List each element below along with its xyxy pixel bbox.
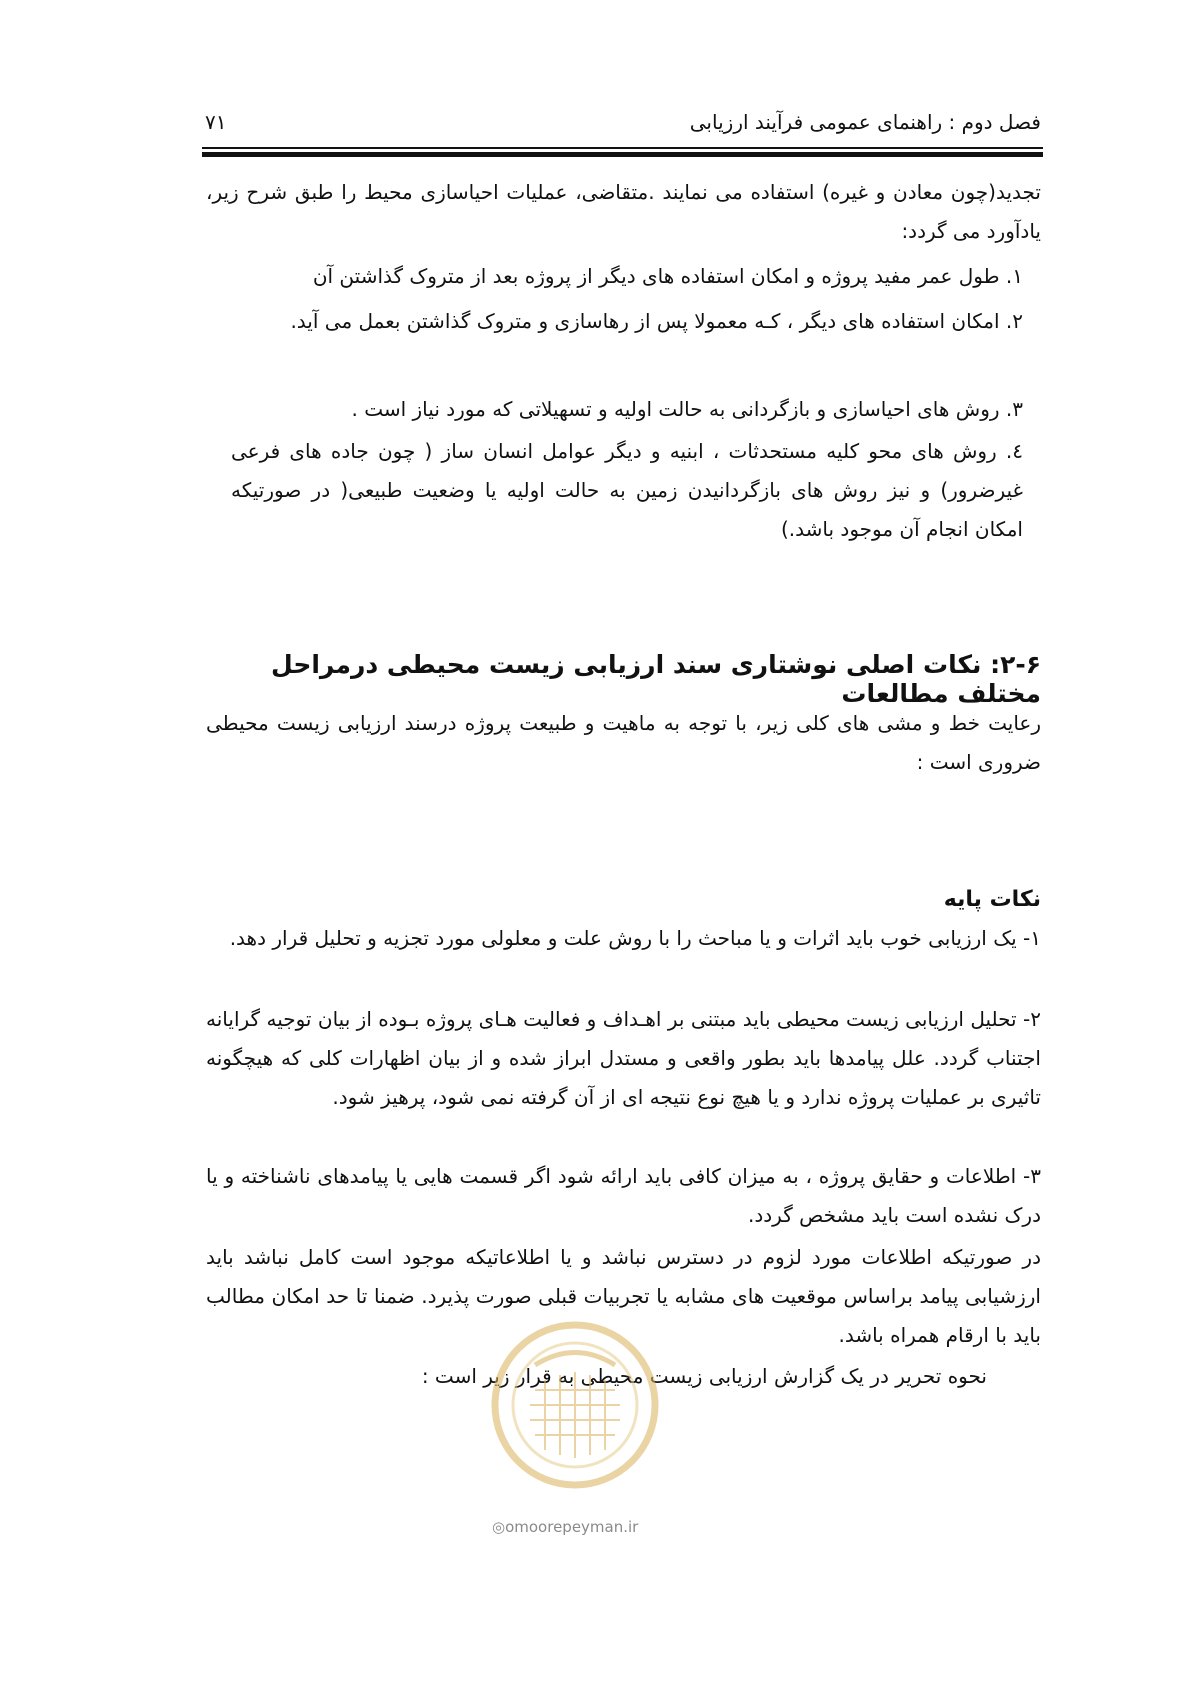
closing-paragraph: در صورتیکه اطلاعات مورد لزوم در دسترس نباشد و یا اطلاعاتیکه موجود است کامل نباشد باید ارزشیابی پیامد براساس موقعیت های مشابه یا تجربیات قبلی صورت پذیرد. ضمنا تا حد امکان مطالب باید با ارقام همراه باشد.	[206, 1245, 1041, 1347]
intro-paragraph: تجدید(چون معادن و غیره) استفاده می نمایند .متقاضی، عملیات احیاسازی محیط را طبق شرح زیر، یادآورد می گردد:	[206, 180, 1041, 243]
header-rule-thin	[202, 147, 1043, 149]
page-header	[205, 108, 1041, 144]
last-line: نحوه تحریر در یک گزارش ارزیابی زیست محیطی به قرار زیر است :	[421, 1364, 987, 1388]
restoration-item-3: ۳. روش های احیاسازی و بازگردانی به حالت اولیه و تسهیلاتی که مورد نیاز است .	[351, 397, 1023, 421]
section-intro: رعایت خط و مشی های کلی زیر، با توجه به ماهیت و طبیعت پروژه درسند ارزیابی زیست محیطی ضروری است :	[206, 711, 1041, 774]
restoration-item-1: ۱. طول عمر مفید پروژه و امکان استفاده های دیگر از پروژه بعد از متروک گذاشتن آن	[312, 264, 1023, 288]
page-number: ۷۱	[205, 110, 227, 134]
seal-logo-icon	[490, 1320, 660, 1490]
running-head: فصل دوم : راهنمای عمومی فرآیند ارزیابی	[689, 110, 1041, 134]
watermark-text: ◎omoorepeyman.ir	[492, 1518, 639, 1536]
section-heading: ۲-۶: نکات اصلی نوشتاری سند ارزیابی زیست محیطی درمراحل مختلف مطالعات	[271, 650, 1041, 708]
restoration-item-2: ۲. امکان استفاده های دیگر ، کـه معمولا پس از رهاسازی و متروک گذاشتن بعمل می آید.	[290, 309, 1023, 333]
basic-points-heading: نکات پایه	[943, 887, 1041, 912]
basic-point-2: ۲- تحلیل ارزیابی زیست محیطی باید مبتنی بر اهـداف و فعالیت هـای پروژه بـوده از بیان توجیه گرایانه اجتناب گردد. علل پیامدها باید بطور واقعی و مستدل ابراز شده و از بیان اظهارات کلی که هیچگونه تاثیری بر عملیات پروژه ندارد و یا هیچ نوع نتیجه ای از آن گرفته نمی شود، پرهیز شود.	[206, 1007, 1041, 1109]
basic-point-1: ۱- یک ارزیابی خوب باید اثرات و یا مباحث را با روش علت و معلولی مورد تجزیه و تحلیل قرار دهد.	[229, 926, 1041, 950]
basic-point-3: ۳- اطلاعات و حقایق پروژه ، به میزان کافی باید ارائه شود اگر قسمت هایی یا پیامدهای ناشناخته و یا درک نشده است باید مشخص گردد.	[206, 1164, 1041, 1227]
header-rule-thick	[202, 152, 1043, 157]
restoration-item-4: ٤. روش های محو کلیه مستحدثات ، ابنیه و دیگر عوامل انسان ساز ( چون جاده های فرعی غیرضرور) و نیز روش های بازگردانیدن زمین به حالت اولیه یا وضعیت طبیعی( در صورتیکه امکان انجام آن موجود باشد.)	[231, 439, 1023, 541]
